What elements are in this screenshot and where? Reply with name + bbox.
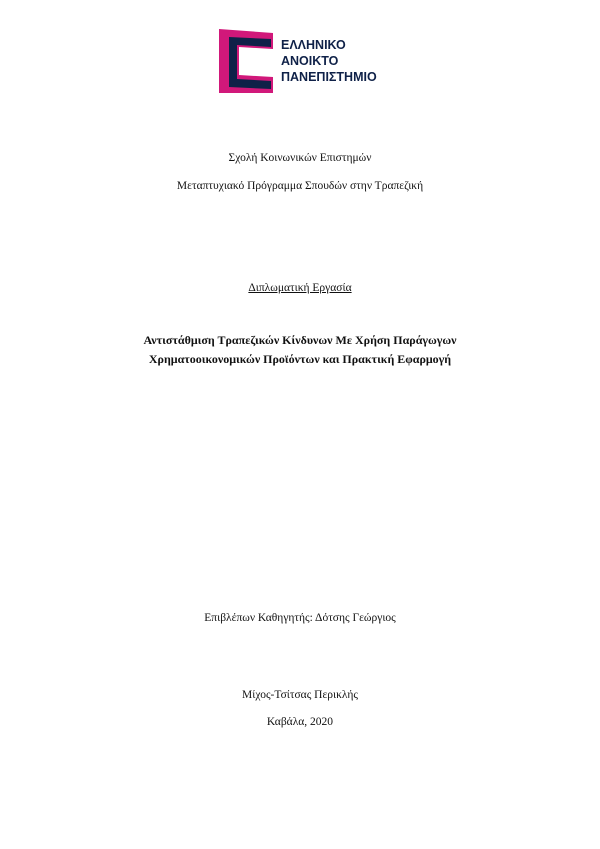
author-name: Μίχος-Τσίτσας Περικλής [242,689,358,701]
logo-line-3: ΠΑΝΕΠΙΣΤΗΜΙΟ [281,70,377,84]
program-name: Μεταπτυχιακό Πρόγραμμα Σπουδών στην Τραπεζική [176,180,424,192]
document-type: Διπλωματική Εργασία [248,282,352,294]
school-name: Σχολή Κοινωνικών Επιστημών [228,152,372,164]
university-logo [215,27,385,95]
logo-line-2: ΑΝΟΙΚΤΟ [281,54,339,68]
university-name [281,37,385,85]
thesis-title-line-2: Χρηματοοικονομικών Προϊόντων και Πρακτική Εφαρμογή [148,352,452,366]
supervisor: Επιβλέπων Καθηγητής: Δότσης Γεώργιος [204,612,396,624]
place-date: Καβάλα, 2020 [266,716,334,728]
thesis-title-line-1: Αντιστάθμιση Τραπεζικών Κίνδυνων Με Χρήση Παράγωγων [143,333,457,347]
university-logo-icon [215,27,277,95]
logo-line-1: ΕΛΛΗΝΙΚΟ [281,38,346,52]
